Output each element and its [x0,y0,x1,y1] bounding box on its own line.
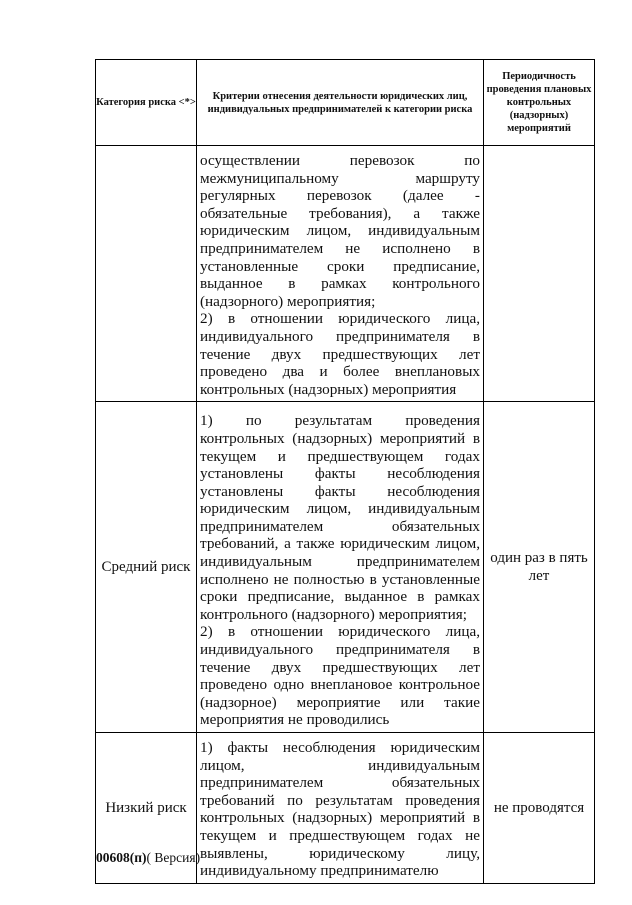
document-version: ( Версия) [146,850,201,865]
table-header-row [96,60,595,146]
row-periodicity [484,146,595,402]
row-category [96,146,197,402]
header-category: Категория риска <*> [96,60,197,146]
row-category: Средний риск [96,402,197,733]
row-criteria [197,733,484,884]
row-criteria [197,402,484,733]
document-code: 00608(п) [96,850,147,865]
row-category: Низкий риск [96,733,197,884]
risk-category-table [95,59,595,884]
criteria-paragraph: 2) в отношении юридического лица, индивидуального предпринимателя в течение двух предшествующих лет проведено два и более внеплановых контрольных (надзорных) мероприятия [200,310,480,398]
page-footer [96,850,200,866]
criteria-paragraph: осуществлении перевозок по межмуниципальному маршруту регулярных перевозок (далее - обязательные требования), а также юридическим лицом, индивидуальным предпринимателем не исполнено в установленные сроки предписание, выданное в рамках контрольного (надзорного) мероприятия; [200,152,480,310]
header-periodicity: Периодичность проведения плановых контрольных (надзорных) мероприятий [484,60,595,146]
criteria-paragraph: 1) факты несоблюдения юридическим лицом, индивидуальным предпринимателем обязательных требований по результатам проведения контрольных (надзорных) мероприятий в текущем и предшествующем годах не выявлены, юридическому лицу, индивидуальному предпринимателю [200,739,480,880]
row-periodicity: один раз в пять лет [484,402,595,733]
header-criteria: Критерии отнесения деятельности юридических лиц, индивидуальных предпринимателей к категории риска [197,60,484,146]
row-criteria [197,146,484,402]
table-row [96,146,595,402]
criteria-paragraph: 1) по результатам проведения контрольных (надзорных) мероприятий в текущем и предшествующем годах установлены факты несоблюдения установлены факты несоблюдения юридическим лицом, индивидуальным предпринимателем обязательных требований, а также юридическим лицом, индивидуальным предпринимателем исполнено не полностью в установленные сроки предписание, выданное в рамках контрольного (надзорного) мероприятия; [200,412,480,623]
criteria-paragraph: 2) в отношении юридического лица, индивидуального предпринимателя в течение двух предшествующих лет проведено одно внеплановое контрольное (надзорное) мероприятие или такие мероприятия не проводились [200,623,480,729]
table-row [96,402,595,733]
row-periodicity: не проводятся [484,733,595,884]
